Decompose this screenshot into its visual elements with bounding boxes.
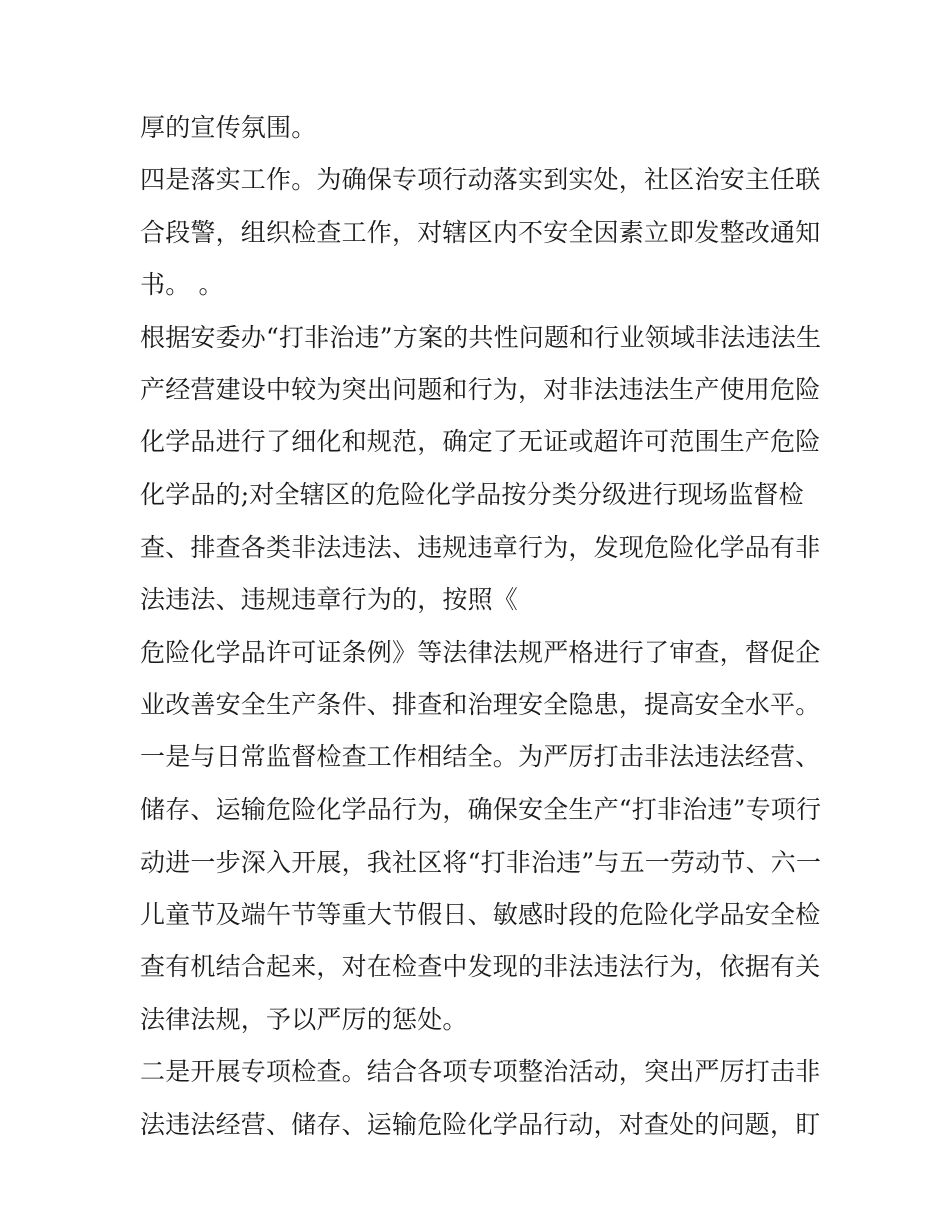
text-line: 化学品的;对全辖区的危险化学品按分类分级进行现场监督检 [140,480,804,509]
text-line: 法律法规，予以严厉的惩处。 [140,1005,468,1034]
text-line: 四是落实工作。为确保专项行动落实到实处，社区治安主任联 [140,165,821,194]
text-line: 查有机结合起来，对在检查中发现的非法违法行为，依据有关 [140,952,821,981]
text-line: 储存、运输危险化学品行为，确保安全生产“打非治违”专项行 [140,795,822,824]
text-line: 业改善安全生产条件、排查和治理安全隐患，提高安全水平。 [140,690,821,719]
text-line: 法违法经营、储存、运输危险化学品行动，对查处的问题，盯 [140,1110,821,1139]
text-line: 儿童节及端午节等重大节假日、敏感时段的危险化学品安全检 [140,900,821,929]
text-line: 根据安委办“打非治违”方案的共性问题和行业领域非法违法生 [140,323,822,352]
text-line: 动进一步深入开展，我社区将“打非治违”与五一劳动节、六一 [140,848,822,877]
text-line: 查、排查各类非法违法、违规违章行为，发现危险化学品有非 [140,533,821,562]
text-line: 二是开展专项检查。结合各项专项整治活动，突出严厉打击非 [140,1057,821,1086]
text-line: 危险化学品许可证条例》等法律法规严格进行了审查，督促企 [140,638,821,667]
text-line: 法违法、违规违章行为的，按照《 [140,585,519,614]
text-line: 书。 。 [140,270,224,299]
text-line: 化学品进行了细化和规范，确定了无证或超许可范围生产危险 [140,427,821,456]
text-line: 厚的宣传氛围。 [140,113,317,142]
text-line: 一是与日常监督检查工作相结全。为严厉打击非法违法经营、 [140,742,821,771]
text-line: 产经营建设中较为突出问题和行为，对非法违法生产使用危险 [140,375,821,404]
text-line: 合段警，组织检查工作，对辖区内不安全因素立即发整改通知 [140,218,821,247]
